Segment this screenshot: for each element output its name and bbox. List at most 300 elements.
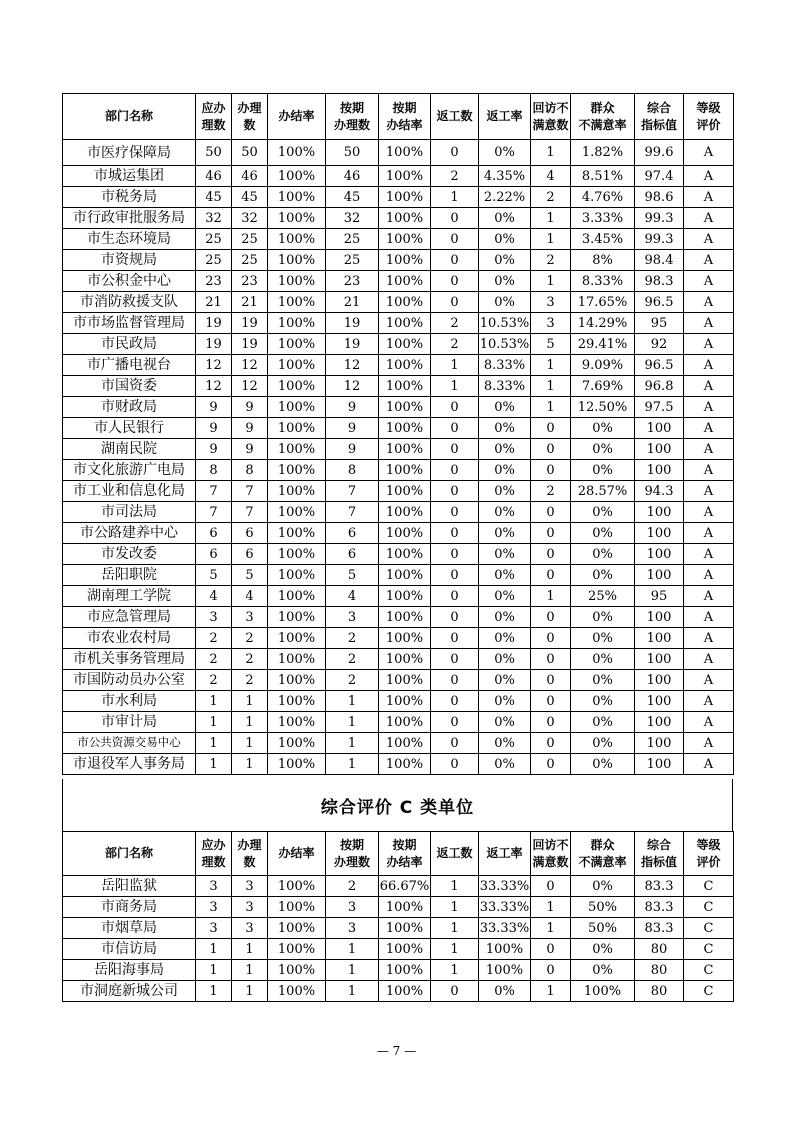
- table-cell: 2: [196, 670, 232, 691]
- department-name-cell: 市市场监督管理局: [63, 313, 196, 334]
- table-cell: 2: [232, 628, 268, 649]
- table-cell: 8.33%: [479, 355, 531, 376]
- table-cell: 6: [326, 544, 379, 565]
- table-cell: 66.67%: [379, 876, 431, 897]
- table-cell: 1: [326, 733, 379, 754]
- table-cell: 0: [531, 960, 571, 981]
- table-cell: 100: [635, 733, 684, 754]
- table-cell: 1: [326, 981, 379, 1002]
- table-cell: 100%: [379, 166, 431, 187]
- table-cell: 100: [635, 418, 684, 439]
- table-cell: 1: [531, 229, 571, 250]
- table-cell: 0%: [571, 754, 635, 775]
- table-cell: 100%: [379, 292, 431, 313]
- table-cell: 2: [431, 313, 479, 334]
- table-cell: 0: [431, 691, 479, 712]
- department-name-cell: 市税务局: [63, 187, 196, 208]
- table-row: [63, 140, 734, 166]
- table-cell: 2: [431, 334, 479, 355]
- table-cell: 0: [431, 523, 479, 544]
- table-cell: 100%: [268, 607, 326, 628]
- table-cell: 46: [232, 166, 268, 187]
- table-cell: 5: [232, 565, 268, 586]
- table-cell: 25: [232, 229, 268, 250]
- table-cell: 4: [196, 586, 232, 607]
- table-cell: 1: [196, 691, 232, 712]
- table-cell: 0%: [479, 229, 531, 250]
- department-name-cell: 市机关事务管理局: [63, 649, 196, 670]
- table-cell: 100%: [268, 939, 326, 960]
- table-row: [63, 523, 734, 544]
- department-name-cell: 市烟草局: [63, 918, 196, 939]
- table-cell: 0%: [571, 565, 635, 586]
- table-cell: 0%: [479, 140, 531, 166]
- table-cell: 50: [196, 140, 232, 166]
- table-cell: 0%: [479, 712, 531, 733]
- table-cell: 2: [531, 250, 571, 271]
- table-cell: 100%: [379, 918, 431, 939]
- table-cell: A: [684, 229, 734, 250]
- table-row: [63, 460, 734, 481]
- table-cell: 5: [326, 565, 379, 586]
- table-cell: 4: [326, 586, 379, 607]
- table-cell: 0%: [479, 250, 531, 271]
- table-row: [63, 166, 734, 187]
- table-cell: 46: [196, 166, 232, 187]
- table-cell: A: [684, 586, 734, 607]
- table-cell: 100%: [268, 960, 326, 981]
- department-name-cell: 市生态环境局: [63, 229, 196, 250]
- table-cell: 100%: [379, 691, 431, 712]
- table-cell: 100%: [268, 334, 326, 355]
- department-name-cell: 市公积金中心: [63, 271, 196, 292]
- table-cell: A: [684, 397, 734, 418]
- table-cell: 10.53%: [479, 313, 531, 334]
- table-cell: 0%: [571, 628, 635, 649]
- table-cell: 3.33%: [571, 208, 635, 229]
- table-cell: 2: [196, 628, 232, 649]
- table-cell: 0: [531, 712, 571, 733]
- table-cell: 100%: [571, 981, 635, 1002]
- table-cell: 7.69%: [571, 376, 635, 397]
- table-cell: 100%: [379, 670, 431, 691]
- table-cell: 0: [431, 649, 479, 670]
- table-cell: 25: [326, 229, 379, 250]
- table-cell: 1: [326, 754, 379, 775]
- table-row: [63, 691, 734, 712]
- table-cell: 100: [635, 502, 684, 523]
- table-cell: 9: [232, 418, 268, 439]
- department-name-cell: 市审计局: [63, 712, 196, 733]
- table-cell: 23: [196, 271, 232, 292]
- table-cell: C: [684, 918, 734, 939]
- table-cell: A: [684, 649, 734, 670]
- class-a-table: [62, 93, 734, 775]
- table-cell: 8.33%: [479, 376, 531, 397]
- column-header: 群众 不满意率: [571, 832, 635, 876]
- table-cell: 100%: [268, 733, 326, 754]
- table-cell: 2: [326, 649, 379, 670]
- table-cell: 1: [531, 140, 571, 166]
- table-cell: 3.45%: [571, 229, 635, 250]
- table-cell: 4: [232, 586, 268, 607]
- table-cell: 28.57%: [571, 481, 635, 502]
- table-cell: 0%: [479, 397, 531, 418]
- table-cell: 6: [232, 544, 268, 565]
- table-cell: 0%: [571, 733, 635, 754]
- table-cell: 100%: [268, 250, 326, 271]
- table-cell: 100%: [379, 649, 431, 670]
- table-cell: A: [684, 691, 734, 712]
- table-cell: 3: [232, 897, 268, 918]
- table-cell: 100%: [379, 712, 431, 733]
- column-header: 综合 指标值: [635, 832, 684, 876]
- table-cell: 0%: [571, 460, 635, 481]
- table-cell: 100%: [268, 208, 326, 229]
- table-row: [63, 502, 734, 523]
- column-header: 返工数: [431, 94, 479, 140]
- table-cell: 0: [431, 754, 479, 775]
- department-name-cell: 市司法局: [63, 502, 196, 523]
- table-cell: 1: [232, 733, 268, 754]
- table-cell: 1: [531, 918, 571, 939]
- table-cell: 100%: [379, 418, 431, 439]
- table-cell: 6: [326, 523, 379, 544]
- table-cell: 9: [326, 418, 379, 439]
- table-cell: 100%: [379, 960, 431, 981]
- table-cell: 17.65%: [571, 292, 635, 313]
- department-name-cell: 市人民银行: [63, 418, 196, 439]
- table-cell: 80: [635, 981, 684, 1002]
- table-cell: A: [684, 418, 734, 439]
- table-cell: 0%: [479, 670, 531, 691]
- table-cell: 6: [232, 523, 268, 544]
- table-cell: 100%: [379, 939, 431, 960]
- table-cell: 2: [196, 649, 232, 670]
- table-cell: 100%: [268, 628, 326, 649]
- table-cell: 3: [531, 292, 571, 313]
- table-cell: A: [684, 376, 734, 397]
- table-cell: 0%: [571, 691, 635, 712]
- table-cell: 9: [232, 397, 268, 418]
- table-cell: 1: [232, 754, 268, 775]
- table-cell: 100%: [268, 376, 326, 397]
- table-cell: 12.50%: [571, 397, 635, 418]
- table-cell: 2: [531, 481, 571, 502]
- table-cell: 100%: [268, 565, 326, 586]
- table-cell: 100%: [268, 981, 326, 1002]
- table-cell: A: [684, 523, 734, 544]
- table-row: [63, 229, 734, 250]
- table-cell: 0%: [479, 439, 531, 460]
- table-cell: 32: [326, 208, 379, 229]
- table-cell: 100: [635, 607, 684, 628]
- table-cell: 0: [531, 628, 571, 649]
- table-row: [63, 754, 734, 775]
- table-cell: 1: [431, 876, 479, 897]
- table-cell: 83.3: [635, 918, 684, 939]
- table-cell: 29.41%: [571, 334, 635, 355]
- department-name-cell: 市资规局: [63, 250, 196, 271]
- table-cell: 1: [196, 939, 232, 960]
- table-row: [63, 313, 734, 334]
- table-cell: 100%: [379, 544, 431, 565]
- table-row: [63, 334, 734, 355]
- table-cell: 100: [635, 565, 684, 586]
- table-cell: 1: [531, 271, 571, 292]
- table-cell: A: [684, 187, 734, 208]
- table-cell: 0: [431, 229, 479, 250]
- table-cell: 50%: [571, 897, 635, 918]
- table-cell: 100%: [479, 939, 531, 960]
- table-cell: 100%: [379, 208, 431, 229]
- table-cell: 9: [326, 397, 379, 418]
- table-cell: 19: [232, 313, 268, 334]
- table-row: [63, 670, 734, 691]
- table-cell: 3: [196, 607, 232, 628]
- table-cell: 3: [196, 897, 232, 918]
- table-cell: 33.33%: [479, 897, 531, 918]
- table-cell: A: [684, 565, 734, 586]
- table-cell: 8.51%: [571, 166, 635, 187]
- column-header: 等级 评价: [684, 832, 734, 876]
- table-cell: 0: [431, 712, 479, 733]
- table-cell: 19: [326, 334, 379, 355]
- table-cell: 100%: [379, 140, 431, 166]
- department-name-cell: 市商务局: [63, 897, 196, 918]
- table-cell: 95: [635, 586, 684, 607]
- table-cell: 100%: [379, 565, 431, 586]
- table-cell: 100%: [268, 712, 326, 733]
- table-cell: 97.5: [635, 397, 684, 418]
- table-cell: 0: [431, 981, 479, 1002]
- table-cell: 98.3: [635, 271, 684, 292]
- department-name-cell: 市应急管理局: [63, 607, 196, 628]
- department-name-cell: 岳阳职院: [63, 565, 196, 586]
- table-cell: 1: [431, 376, 479, 397]
- table-cell: 7: [326, 481, 379, 502]
- table-cell: 100%: [268, 271, 326, 292]
- section-title-block: [62, 779, 733, 831]
- table-cell: 9: [196, 397, 232, 418]
- table-cell: 0%: [479, 586, 531, 607]
- table-cell: 100: [635, 628, 684, 649]
- department-name-cell: 市医疗保障局: [63, 140, 196, 166]
- column-header: 办理 数: [232, 832, 268, 876]
- table-cell: 100%: [379, 355, 431, 376]
- table-cell: 1: [196, 960, 232, 981]
- table-cell: 100%: [379, 313, 431, 334]
- column-header: 应办 理数: [196, 94, 232, 140]
- table-cell: 100: [635, 712, 684, 733]
- table-cell: 0: [431, 397, 479, 418]
- table-cell: 1: [531, 376, 571, 397]
- table-cell: 100%: [268, 754, 326, 775]
- table-cell: 1: [232, 981, 268, 1002]
- table-cell: 0%: [571, 544, 635, 565]
- table-cell: 50: [232, 140, 268, 166]
- department-name-cell: 市城运集团: [63, 166, 196, 187]
- table-cell: 1: [531, 981, 571, 1002]
- table-cell: 0: [431, 628, 479, 649]
- table-cell: C: [684, 939, 734, 960]
- department-name-cell: 市广播电视台: [63, 355, 196, 376]
- department-name-cell: 市行政审批服务局: [63, 208, 196, 229]
- table-cell: 100%: [379, 628, 431, 649]
- table-cell: 19: [196, 334, 232, 355]
- table-cell: A: [684, 712, 734, 733]
- column-header: 应办 理数: [196, 832, 232, 876]
- table-cell: 96.5: [635, 355, 684, 376]
- table-cell: 0: [531, 754, 571, 775]
- table-cell: 3: [232, 876, 268, 897]
- table-cell: 83.3: [635, 897, 684, 918]
- table-cell: 100%: [379, 607, 431, 628]
- table-cell: C: [684, 897, 734, 918]
- table-cell: 96.5: [635, 292, 684, 313]
- table-cell: A: [684, 292, 734, 313]
- column-header: 回访不 满意数: [531, 832, 571, 876]
- table-cell: A: [684, 250, 734, 271]
- table-cell: 25: [196, 229, 232, 250]
- table-cell: 0: [431, 460, 479, 481]
- table-cell: 100%: [268, 544, 326, 565]
- table-cell: 1: [196, 733, 232, 754]
- class-c-table: [62, 831, 734, 1002]
- table-cell: 1: [196, 712, 232, 733]
- table-cell: 80: [635, 939, 684, 960]
- table-cell: 0%: [479, 607, 531, 628]
- department-name-cell: 市水利局: [63, 691, 196, 712]
- table-cell: 100%: [479, 960, 531, 981]
- table-cell: 32: [232, 208, 268, 229]
- section-title: 综合评价 C 类单位: [320, 798, 475, 818]
- table-cell: 50%: [571, 918, 635, 939]
- table-row: [63, 376, 734, 397]
- table-row: [63, 439, 734, 460]
- department-name-cell: 岳阳海事局: [63, 960, 196, 981]
- table-cell: 94.3: [635, 481, 684, 502]
- table-cell: 0%: [571, 939, 635, 960]
- table-cell: 0%: [479, 754, 531, 775]
- table-cell: 0: [431, 140, 479, 166]
- table-cell: 100: [635, 523, 684, 544]
- table-cell: 3: [326, 897, 379, 918]
- table-cell: 100%: [268, 292, 326, 313]
- table-cell: 1: [196, 754, 232, 775]
- table-cell: 50: [326, 140, 379, 166]
- table-cell: 0: [531, 939, 571, 960]
- table-cell: 100%: [268, 418, 326, 439]
- table-cell: 100%: [268, 397, 326, 418]
- table-cell: 0: [431, 250, 479, 271]
- column-header: 群众 不满意率: [571, 94, 635, 140]
- table-cell: 2: [531, 187, 571, 208]
- table-cell: 21: [326, 292, 379, 313]
- table-cell: 100%: [268, 460, 326, 481]
- table-row: [63, 208, 734, 229]
- column-header: 按期 办结率: [379, 832, 431, 876]
- table-cell: 1: [326, 939, 379, 960]
- table-row: [63, 481, 734, 502]
- table-cell: 1: [431, 918, 479, 939]
- table-cell: 100: [635, 439, 684, 460]
- table-row: [63, 981, 734, 1002]
- column-header: 部门名称: [63, 94, 196, 140]
- table-cell: 9: [196, 418, 232, 439]
- department-name-cell: 岳阳监狱: [63, 876, 196, 897]
- table-cell: 2.22%: [479, 187, 531, 208]
- table-cell: 0: [431, 271, 479, 292]
- table-cell: 100%: [268, 229, 326, 250]
- table-row: [63, 733, 734, 754]
- table-cell: 0%: [479, 208, 531, 229]
- table-cell: 0%: [479, 628, 531, 649]
- table-cell: 100%: [268, 166, 326, 187]
- column-header: 回访不 满意数: [531, 94, 571, 140]
- table-cell: 2: [326, 876, 379, 897]
- table-cell: 7: [196, 481, 232, 502]
- table-cell: 0%: [479, 460, 531, 481]
- table-cell: 1: [232, 939, 268, 960]
- table-cell: 100%: [379, 397, 431, 418]
- table-cell: 33.33%: [479, 918, 531, 939]
- table-cell: 0%: [571, 712, 635, 733]
- table-cell: 19: [196, 313, 232, 334]
- table-cell: 0: [531, 418, 571, 439]
- table-cell: 0%: [479, 981, 531, 1002]
- table-cell: 100: [635, 460, 684, 481]
- table-cell: 1: [431, 960, 479, 981]
- table-cell: 98.4: [635, 250, 684, 271]
- table-cell: A: [684, 607, 734, 628]
- table-cell: 0: [531, 544, 571, 565]
- table-cell: 12: [232, 376, 268, 397]
- table-cell: A: [684, 628, 734, 649]
- table-cell: 100: [635, 691, 684, 712]
- table-cell: 21: [196, 292, 232, 313]
- table-cell: A: [684, 208, 734, 229]
- table-cell: 45: [326, 187, 379, 208]
- table-cell: A: [684, 544, 734, 565]
- table-cell: 100: [635, 649, 684, 670]
- table-cell: 100%: [379, 187, 431, 208]
- department-name-cell: 市文化旅游广电局: [63, 460, 196, 481]
- table-cell: 9: [232, 439, 268, 460]
- department-name-cell: 市国资委: [63, 376, 196, 397]
- table-cell: 100%: [268, 502, 326, 523]
- table-cell: 8%: [571, 250, 635, 271]
- table-cell: 0: [431, 544, 479, 565]
- table-cell: 80: [635, 960, 684, 981]
- table-cell: 3: [232, 918, 268, 939]
- table-cell: 6: [196, 544, 232, 565]
- table-cell: 19: [232, 334, 268, 355]
- table-cell: 100%: [268, 481, 326, 502]
- table-cell: 0: [431, 586, 479, 607]
- table-cell: 100%: [268, 187, 326, 208]
- table-cell: 100%: [268, 439, 326, 460]
- table-row: [63, 649, 734, 670]
- table-cell: 25: [232, 250, 268, 271]
- table-cell: 0%: [479, 691, 531, 712]
- table-cell: A: [684, 334, 734, 355]
- table-cell: 100%: [268, 313, 326, 334]
- table-cell: 100%: [268, 355, 326, 376]
- table-cell: A: [684, 439, 734, 460]
- table-cell: 0: [431, 292, 479, 313]
- table-row: [63, 939, 734, 960]
